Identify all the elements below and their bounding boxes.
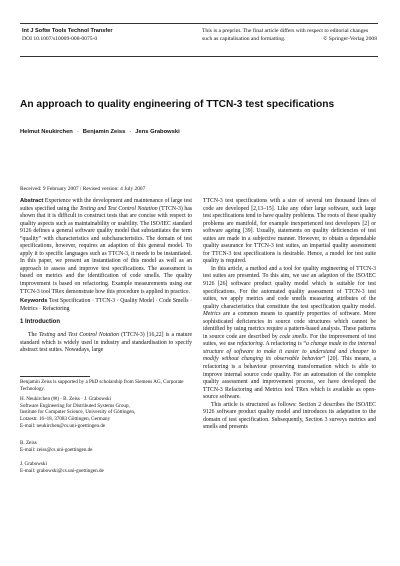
zeiss-contact	[20, 440, 192, 453]
contact-email: E-mail: zeiss@cs.uni-goettingen.de	[20, 446, 93, 453]
abstract-text-rest: (TTCN-3) has shown that it is difficult to construct tests that are concise with respect to quality aspects such as maintainability or usability. The ISO/IEC standard 9126 defines a general software quality model that substantiates the term “quality” with characteristics and subcharacteristics. The domain of test specifications, however, requires an adaption of this general model. To apply it to specific languages such as TTCN-3, it needs to be instantiated. In this paper, we present an instantiation of this model as well as an approach to assess and improve test specifications. The assessment is based on metrics and the identification of code smells. The quality improvement is based on refactoring. Example measurements using our TTCN-3 tool TRex demonstrate how this procedure is applied in practice.	[20, 205, 192, 295]
emphasis-metrics: Metrics	[203, 311, 221, 318]
affiliation-line: Institute for Computer Science, University of Göttingen,	[20, 409, 136, 416]
contact-email: E-mail: grabowski@cs.uni-goettingen.de	[20, 467, 104, 474]
journal-info	[22, 27, 182, 43]
introduction-text	[20, 332, 192, 355]
author-name: Jens Grabowski	[135, 129, 180, 135]
intro-text-b: (TTCN-3) [16,22] is a mature standard which is widely used in industry and standardisation to specify abstract test suites. Nowadays, large	[20, 332, 192, 354]
contact-name: J. Grabowski	[20, 461, 47, 467]
journal-name: Int J Softw Tools Technol Transfer	[22, 28, 113, 34]
keywords-paragraph	[20, 298, 192, 313]
abstract-text: Experience with the development and maintenance of large test suites specified using the	[20, 198, 192, 212]
body-text: . For the improvement of test suites, we use	[203, 333, 376, 348]
received-dates: Received: 9 February 2007 / Revised version: 4 July 2007	[20, 186, 146, 192]
affiliation-line: Software Engineering for Distributed Systems Group,	[20, 402, 130, 409]
author-separator: ·	[129, 129, 132, 135]
preprint-notice	[202, 27, 377, 43]
right-column	[203, 198, 376, 432]
intro-text-a: The	[28, 332, 37, 338]
abstract-paragraph	[20, 198, 192, 296]
refactoring-quote: a change made to the internal structure of software to make it easier to understand and cheaper to modify without changing its observable behavior	[203, 341, 377, 363]
author-name: Helmut Neukirchen	[20, 129, 73, 135]
affiliation-email: E-mail: neukirchen@cs.uni-goettingen.de	[20, 422, 106, 429]
affiliation-block	[20, 396, 192, 430]
paper-title: An approach to quality engineering of TTCN-3 test specifications	[20, 99, 335, 110]
author-list	[20, 129, 380, 135]
section-heading-introduction: 1 Introduction	[20, 319, 60, 325]
body-paragraph	[203, 266, 376, 402]
body-text: In this article, a method and a tool for quality engineering of TTCN-3 test suites are presented. To this aim, we use an adaption of the ISO/IEC 9126 [26] software product quality model which is suitable for test specifications. For the automated quality assessment of TTCN-3 test suites, we apply metrics and code smells measuring attributes of the quality characteristics that constitute the test specification quality model.	[203, 265, 376, 310]
grabowski-contact	[20, 461, 192, 474]
affiliation-line: H. Neukirchen (✉) · B. Zeiss · J. Grabowski	[20, 396, 111, 402]
funding-footnote: Benjamin Zeiss is supported by a PhD scholarship from Siemens AG, Corporate Technology.	[20, 379, 184, 392]
emphasis-refactoring: refactoring	[236, 341, 263, 348]
footnote-rule	[20, 376, 90, 377]
notice-line-1: This is a preprint. The final article differs with respect to editorial changes	[202, 28, 369, 34]
copyright: © Springer-Verlag 2008	[323, 36, 377, 42]
keywords-text: Test Specification · TTCN-3 · Quality Model · Code Smells · Metrics · Refactoring	[20, 298, 192, 312]
keywords-heading: Keywords	[20, 298, 48, 305]
abstract-italic: Testing and Test Control Notation	[79, 205, 158, 212]
body-text: ” [20]. This means, a refactoring is a behaviour preserving transformation which is able to improve internal source code quality. For an automation of the complete quality assessment and improvement process, we have developed the TTCN-3 Refactoring and Metrics tool TRex which is available as open-source software.	[203, 356, 376, 401]
author-name: Benjamin Zeiss	[82, 129, 126, 135]
intro-italic: Testing and Test Control Notation	[39, 332, 120, 338]
author-separator: ·	[76, 129, 79, 135]
abstract-block	[20, 198, 192, 313]
contact-name: B. Zeiss	[20, 440, 37, 446]
body-paragraph: TTCN-3 test specifications with a size of several ten thousand lines of code are developed [2,13–15]. Like any other large software, such large test specifications tend to have quality problems. The roots of these quality problems are manifold, for example inexperienced test developers [2] or software ageing [39]. Usually, statements on quality deficiencies of test suites are made in a subjective manner. However, to obtain a dependable quality assurance for TTCN-3 test suites, an impartial quality assessment for TTCN-3 test specifications is desirable. Hence, a model for test suite quality is required.	[203, 198, 376, 265]
doi: DOI 10.1007/s10009-008-0075-0	[22, 36, 98, 42]
emphasis-code-smells: code smells	[279, 333, 307, 340]
introduction-paragraph	[20, 332, 192, 355]
body-paragraph: This article is structured as follows: Section 2 describes the ISO/IEC 9126 software product quality model and introduces its adaptation to the domain of test specification. Subsequently, Section 3 surveys metrics and smells and presents	[203, 401, 376, 431]
body-text: . A refactoring is “	[262, 341, 306, 348]
abstract-heading: Abstract	[20, 198, 44, 204]
affiliation-line: Lotzestr. 16–18, 37083 Göttingen, Germany	[20, 416, 111, 423]
body-text: are a common means to quantify properties of software. More sophisticated deficiencies in source code structures which cannot be identified by using metrics require a pattern-based analysis. These patterns in source code are described by	[203, 311, 376, 340]
notice-line-2: such as capitalisation and formatting.	[202, 36, 286, 42]
